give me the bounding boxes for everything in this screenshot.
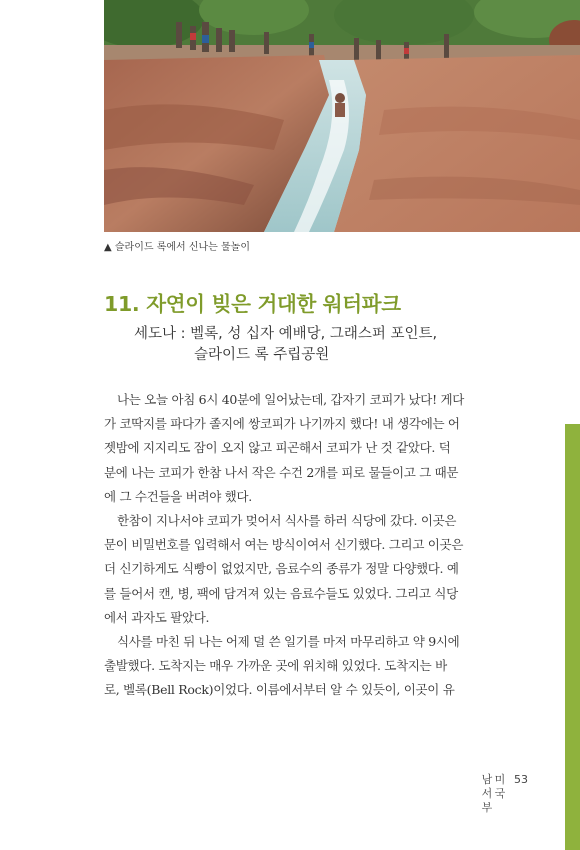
book-title-char: 미 — [494, 773, 506, 786]
body-line: 로, 벨록(Bell Rock)이었다. 이름에서부터 알 수 있듯이, 이곳이 유 — [104, 682, 455, 698]
book-title-char: 국 — [494, 787, 506, 800]
body-text — [104, 388, 486, 703]
book-title-char: 부 — [481, 801, 493, 814]
body-line: 에 그 수건들을 버려야 했다. — [104, 488, 252, 504]
body-line: 나는 오늘 아침 6시 40분에 일어났는데, 갑자기 코피가 났다! 게다 — [117, 392, 465, 407]
body-line: 를 들어서 캔, 병, 팩에 담겨져 있는 음료수들도 있었다. 그리고 식당 — [104, 585, 458, 601]
waterfall-photo — [104, 0, 580, 232]
chapter-heading: 11. 자연이 빚은 거대한 워터파크 — [104, 292, 401, 316]
body-line: 문이 비밀번호를 입력해서 여는 방식이여서 신기했다. 그리고 이곳은 — [104, 537, 464, 553]
body-line: 가 코딱지를 파다가 졸지에 쌍코피가 나기까지 했다! 내 생각에는 어 — [104, 416, 460, 432]
book-title-char: 서 — [481, 787, 493, 800]
book-title-column-2 — [494, 773, 506, 801]
page-number: 53 — [514, 773, 528, 786]
body-line: 식사를 마친 뒤 나는 어제 덜 쓴 일기를 마저 마무리하고 약 9시에 — [117, 634, 460, 650]
body-line: 에서 과자도 팔았다. — [104, 609, 210, 625]
subtitle-line-1: 세도나 : 벨록, 성 십자 예배당, 그래스퍼 포인트, — [134, 326, 438, 342]
chapter-subtitle — [134, 324, 437, 366]
book-title-column-1 — [481, 773, 493, 815]
body-line: 분에 나는 코피가 한참 나서 작은 수건 2개를 피로 물들이고 그 때문 — [104, 464, 459, 480]
subtitle-line-2: 슬라이드 록 주립공원 — [194, 347, 330, 363]
body-line: 출발했다. 도착지는 매우 가까운 곳에 위치해 있었다. 도착지는 바 — [104, 658, 447, 674]
photo-caption: ▲ 슬라이드 록에서 신나는 물놀이 — [104, 242, 250, 253]
body-line: 한참이 지나서야 코피가 멎어서 식사를 하러 식당에 갔다. 이곳은 — [117, 513, 457, 529]
body-line: 젯밤에 지지리도 잠이 오지 않고 피곤해서 코피가 난 것 같았다. 덕 — [104, 440, 451, 456]
book-title-char: 남 — [481, 773, 493, 786]
body-line: 더 신기하게도 식빵이 없었지만, 음료수의 종류가 정말 다양했다. 예 — [104, 561, 459, 577]
chapter-side-tab — [565, 424, 580, 850]
